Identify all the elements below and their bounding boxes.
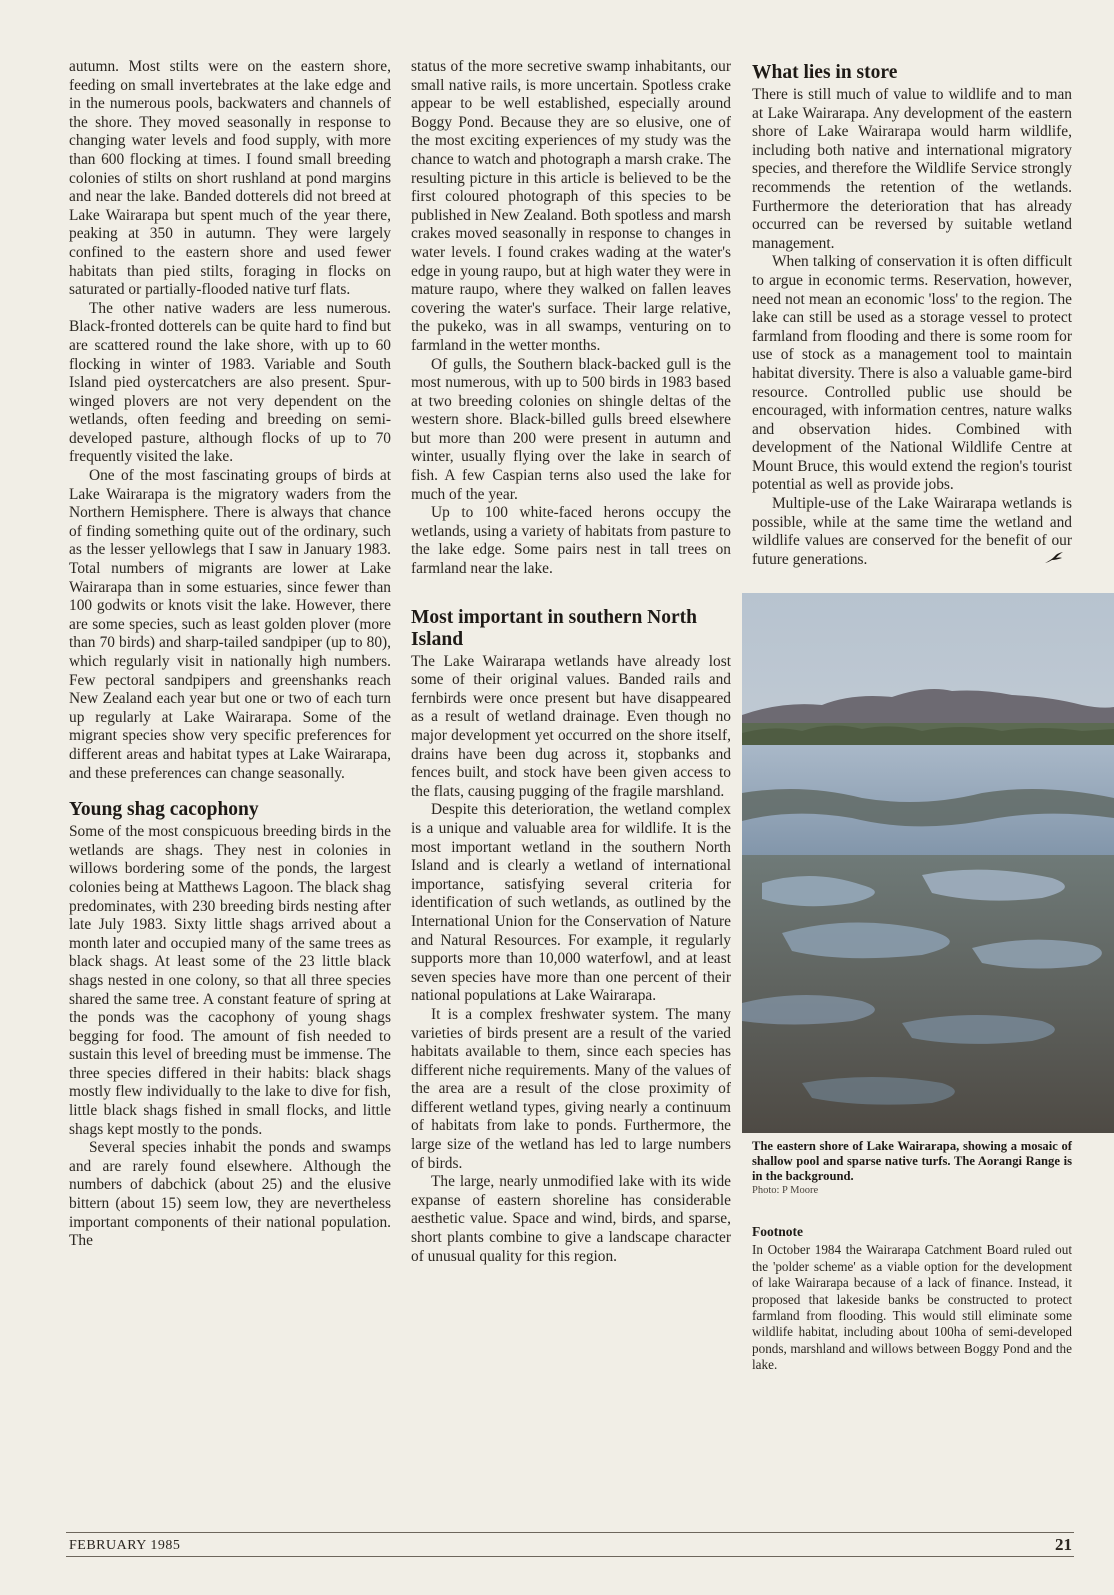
- body-paragraph: The Lake Wairarapa wetlands have already lost some of their original values. Banded rails and fernbirds were once present but have disappeared as a result of wetland drainage. Even though no major development yet occurred on the shore itself, drains have been dug across it, stopbanks and fences built, and stock have been given access to the flats, causing pugging of the fragile marshland.: [411, 652, 731, 800]
- closing-paragraph-text: Multiple-use of the Lake Wairarapa wetlands is possible, while at the same time the wetland and wildlife values are conserved for the benefit of our future generations.: [752, 495, 1072, 568]
- body-paragraph: Of gulls, the Southern black-backed gull is the most numerous, with up to 500 birds in 1983 based at two breeding colonies on shingle deltas of the western shore. Black-billed gulls breed elsewhere but more than 200 were present in autumn and winter, usually flying over the lake in search of fish. A few Caspian terns also used the lake for much of the year.: [411, 355, 731, 503]
- body-paragraph: autumn. Most stilts were on the eastern shore, feeding on small invertebrates at the lake edge and in the numerous pools, backwaters and channels of the shore. They moved seasonally in response to changing water levels and food supply, with more than 600 flocking at times. I found small breeding colonies of stilts on short rushland at pond margins and near the lake. Banded dotterels did not breed at Lake Wairarapa but spent much of the year there, peaking at 350 in autumn. They were largely confined to the eastern shore and used fewer habitats than pied stilts, foraging in flocks on saturated or partially-flooded native turf flats.: [69, 58, 391, 299]
- section-heading-what-lies: What lies in store: [752, 62, 898, 83]
- body-paragraph: The large, nearly unmodified lake with its wide expanse of eastern shoreline has considerable aesthetic value. Space and wind, birds, and sparse, short plants combine to give a landscape character of unusual quality for this region.: [411, 1173, 731, 1265]
- section-heading-young-shag: Young shag cacophony: [69, 799, 259, 821]
- body-paragraph: Some of the most conspicuous breeding birds in the wetlands are shags. They nest in colonies in willows bordering some of the ponds, the largest colonies being at Matthews Lagoon. The black shag predominates, with 230 breeding birds nesting after late July 1983. Sixty little shags arrived about a month later and occupied many of the same trees as black shags. At least some of the 23 little black shags nested in one colony, so that all three species shared the same tree. A constant feature of spring at the ponds was the cacophony of young shags begging for food. The amount of fish needed to sustain this level of breeding must be immense. The three species differed in their habits: black shags mostly flew individually to the lake to dive for fish, little black shags fished in small flocks, and little shags kept mostly to the ponds.: [69, 823, 391, 1138]
- footnote-title: Footnote: [752, 1224, 803, 1240]
- section-heading-most-important: Most important in southern North Island: [411, 606, 697, 650]
- article-column-1: [69, 58, 391, 1251]
- body-paragraph: [752, 495, 1072, 569]
- body-paragraph: The other native waders are less numerous. Black-fronted dotterels can be quite hard to find but are scattered round the lake shore, with up to 60 flocking in winter of 1983. Variable and South Island pied oystercatchers are also present. Spur-winged plovers are not very dependent on the wetlands, often feeding and breeding on semi-developed pasture, although flocks of up to 70 frequently visited the lake.: [69, 299, 391, 466]
- body-paragraph: It is a complex freshwater system. The many varieties of birds present are a result of the varied habitats available to them, since each species has different niche requirements. Many of the values of the area are a result of the close proximity of different wetland types, giving nearly a continuum of habitats from lake to ponds. Furthermore, the large size of the wetland has led to large numbers of birds.: [411, 1005, 731, 1172]
- bird-end-mark-icon: [1024, 551, 1064, 571]
- footer-rule-bottom: [66, 1556, 1074, 1557]
- article-column-2: [411, 58, 731, 1266]
- body-paragraph: Up to 100 white-faced herons occupy the wetlands, using a variety of habitats from pasture to the lake edge. Some pairs nest in tall trees on farmland near the lake.: [411, 504, 731, 578]
- photo-credit: Photo: P Moore: [752, 1185, 819, 1197]
- body-paragraph: There is still much of value to wildlife and to man at Lake Wairarapa. Any development of the eastern shore of Lake Wairarapa would harm wildlife, including both native and international migratory species, and therefore the Wildlife Service strongly recommends the retention of the wetlands. Furthermore the deterioration that has already occurred can be reversed by suitable wetland management.: [752, 86, 1072, 252]
- footer-rule-top: [66, 1532, 1074, 1533]
- body-paragraph: Despite this deterioration, the wetland complex is a unique and valuable area for wildlife. It is the most important wetland in the southern North Island and is clearly a wetland of international importance, satisfying several criteria for identification of such wetlands, as outlined by the International Union for the Conservation of Nature and Natural Resources. For example, it regularly supports more than 10,000 waterfowl, and at least seven species have more than one percent of their national populations at Lake Wairarapa.: [411, 801, 731, 1005]
- photo-caption: The eastern shore of Lake Wairarapa, showing a mosaic of shallow pool and sparse native turfs. The Aorangi Range is in the background.: [752, 1139, 1072, 1184]
- footnote-text: In October 1984 the Wairarapa Catchment Board ruled out the 'polder scheme' as a viable option for the development of lake Wairarapa because of a lack of finance. Instead, it proposed that lakeside banks be constructed to protect farmland from flooding. This would still eliminate some wildlife habitat, including about 100ha of semi-developed ponds, marshland and willows between Boggy Pond and the lake.: [752, 1242, 1072, 1373]
- page-number: 21: [1055, 1535, 1072, 1554]
- body-paragraph: One of the most fascinating groups of birds at Lake Wairarapa is the migratory waders from the Northern Hemisphere. There is always that chance of finding something quite out of the ordinary, such as the lesser yellowlegs that I saw in January 1983. Total numbers of migrants are lower at Lake Wairarapa than in some estuaries, since fewer than 100 godwits or knots visit the lake. However, there are some species, such as least golden plover (more than 70 birds) and sharp-tailed sandpiper (up to 80), which regularly visit in nationally high numbers. Few pectoral sandpipers and greenshanks reach New Zealand each year but one or two of each turn up regularly at Lake Wairarapa. Some of the migrant species show very specific preferences for different areas and habitat types at Lake Wairarapa, and these preferences can change seasonally.: [69, 467, 391, 782]
- lake-shore-photo: [742, 593, 1114, 1133]
- body-paragraph: Several species inhabit the ponds and swamps and are rarely found elsewhere. Although the numbers of dabchick (about 25) and the elusive bittern (about 15) seem low, they are nevertheless important components of their national population. The: [69, 1139, 391, 1250]
- article-column-3: [752, 58, 1072, 1374]
- body-paragraph: status of the more secretive swamp inhabitants, our small native rails, is more uncertain. Spotless crake appear to be well established, especially around Boggy Pond. Because they are so elusive, one of the most exciting experiences of my study was the chance to watch and photograph a marsh crake. The resulting picture in this article is believed to be the first coloured photograph of this species to be published in New Zealand. Both spotless and marsh crakes moved seasonally in response to changes in water levels. I found crakes wading at the water's edge in young raupo, but at high water they were in mature raupo, where they walked on fallen leaves covering the water's surface. Their large relative, the pukeko, was in all swamps, venturing on to farmland in the wetter months.: [411, 58, 731, 354]
- body-paragraph: When talking of conservation it is often difficult to argue in economic terms. Reservation, however, need not mean an economic 'loss' to the region. The lake can still be used as a storage vessel to protect farmland from flooding and there is some room for use of stock as a management tool to maintain habitat diversity. There is also a valuable game-bird resource. Controlled public use should be encouraged, with information centres, nature walks and observation hides. Combined with development of the National Wildlife Centre at Mount Bruce, this would extend the region's tourist potential as well as provide jobs.: [752, 253, 1072, 494]
- issue-date: FEBRUARY 1985: [69, 1538, 181, 1553]
